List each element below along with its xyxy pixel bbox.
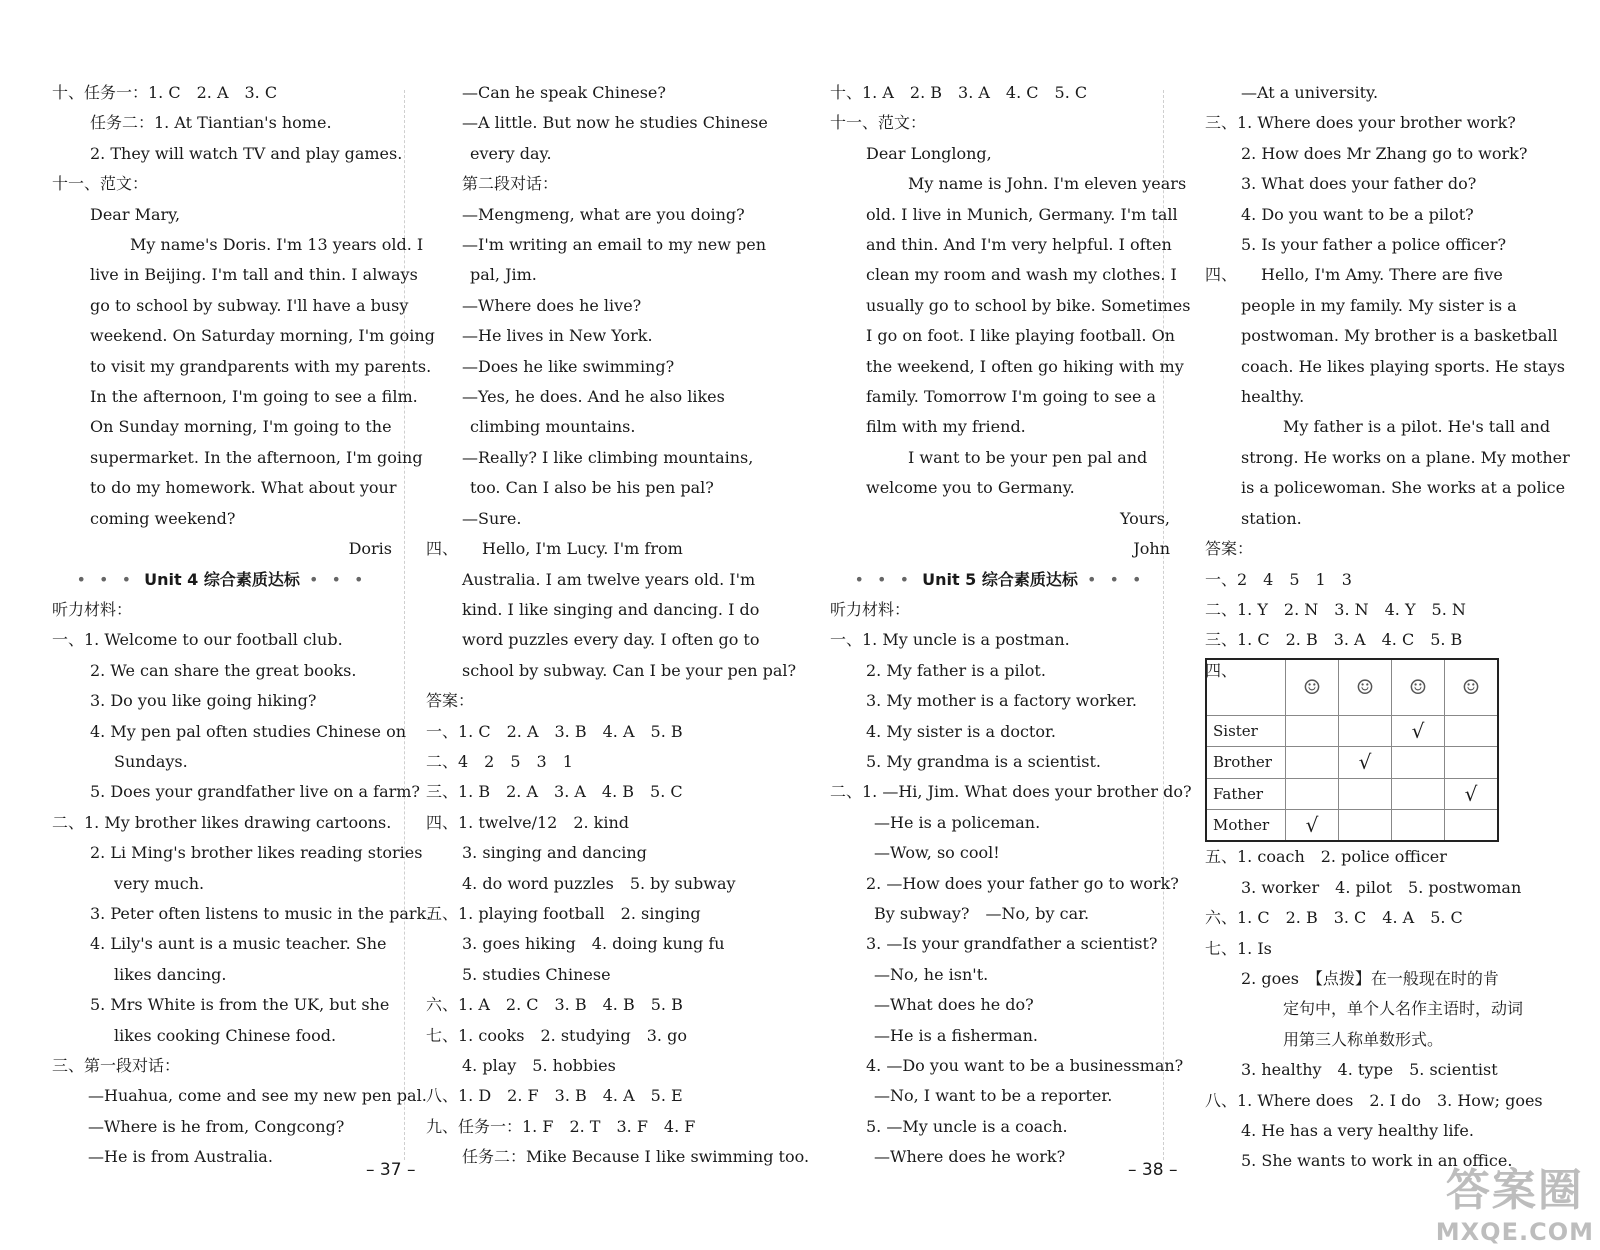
heading-dots: • • • <box>854 569 923 589</box>
text-line: 5. Is your father a police officer? <box>1241 235 1507 255</box>
row-name: Sister <box>1206 715 1286 746</box>
text-line: 3. worker 4. pilot 5. postwoman <box>1241 877 1522 897</box>
text-line: —Can he speak Chinese? <box>462 83 666 102</box>
text-line: Dear Mary, <box>90 204 181 224</box>
text-line: —Sure. <box>462 508 522 528</box>
text-line: every day. <box>470 143 552 163</box>
text-line: to visit my grandparents with my parents. <box>90 356 432 376</box>
table-row <box>1206 715 1498 746</box>
text-line: —No, he isn't. <box>874 964 989 984</box>
text-line: 4. Do you want to be a pilot? <box>1241 204 1474 224</box>
text-line: —I'm writing an email to my new pen <box>462 235 767 255</box>
column-4 <box>1205 78 1570 1177</box>
text-line: go to school by subway. I'll have a busy <box>90 295 409 315</box>
text-line: Doris <box>348 539 392 559</box>
text-line: 五、1. playing football 2. singing <box>426 903 701 923</box>
text-line: 2. How does Mr Zhang go to work? <box>1241 143 1528 163</box>
column-3 <box>830 78 1192 1173</box>
check-cell <box>1392 747 1445 778</box>
watermark-line2: MXQE.COM <box>1435 1218 1594 1246</box>
text-line: 五、1. coach 2. police officer <box>1205 847 1447 867</box>
text-line: Dear Longlong, <box>866 143 992 163</box>
text-line: 2. They will watch TV and play games. <box>90 143 403 163</box>
text-line: —Where is he from, Congcong? <box>88 1116 345 1136</box>
text-line: 3. My mother is a factory worker. <box>866 691 1138 711</box>
text-line: 七、1. cooks 2. studying 3. go <box>426 1025 687 1045</box>
text-line: —Does he like swimming? <box>462 356 675 376</box>
text-line: —Mengmeng, what are you doing? <box>462 204 745 224</box>
text-line: 4. play 5. hobbies <box>462 1056 616 1075</box>
column-2 <box>426 78 810 1173</box>
text-line: 任务二：Mike Because I like swimming too. <box>462 1147 810 1167</box>
text-line: 四、 Hello, I'm Lucy. I'm from <box>426 539 683 559</box>
check-cell <box>1445 715 1499 746</box>
text-line: 八、1. D 2. F 3. B 4. A 5. E <box>426 1086 683 1106</box>
text-line: 三、1. B 2. A 3. A 4. B 5. C <box>426 782 683 802</box>
text-line: 2. goes 【点拨】在一般现在时的肯 <box>1241 968 1499 988</box>
page-number-left: – 37 – <box>366 1160 416 1180</box>
watermark-logo <box>1436 1154 1594 1246</box>
text-line: likes cooking Chinese food. <box>114 1025 337 1045</box>
text-line: 二、1. My brother likes drawing cartoons. <box>52 812 392 832</box>
text-line: 4. Lily's aunt is a music teacher. She <box>90 934 387 954</box>
text-line: 2. We can share the great books. <box>90 660 357 680</box>
text-line: 2. —How does your father go to work? <box>866 873 1179 893</box>
text-line: John <box>1133 539 1170 559</box>
text-line: welcome you to Germany. <box>866 478 1075 498</box>
text-line: 七、1. Is <box>1205 938 1272 958</box>
answer-table <box>1205 658 1499 843</box>
text-line: clean my room and wash my clothes. I <box>866 265 1177 285</box>
text-line: 4. My sister is a doctor. <box>866 721 1056 741</box>
text-line: 4. My pen pal often studies Chinese on <box>90 721 406 741</box>
text-line: 3. —Is your grandfather a scientist? <box>866 934 1158 954</box>
text-line: school by subway. Can I be your pen pal? <box>462 660 797 680</box>
text-line: Yours, <box>1119 508 1170 528</box>
text-line: 3. goes hiking 4. doing kung fu <box>462 934 725 954</box>
text-line: 三、1. C 2. B 3. A 4. C 5. B <box>1205 630 1463 650</box>
check-cell <box>1392 778 1445 809</box>
text-line: 三、第一段对话： <box>52 1056 181 1075</box>
text-line: 听力材料： <box>52 599 133 619</box>
watermark-line1: 答案圈 <box>1445 1165 1584 1216</box>
section-heading <box>830 565 1170 595</box>
text-line: and thin. And I'm very helpful. I often <box>866 235 1172 255</box>
text-line: supermarket. In the afternoon, I'm going <box>90 447 423 467</box>
text-line: postwoman. My brother is a basketball <box>1241 326 1558 346</box>
text-line: 答案： <box>426 691 475 711</box>
heading-text: Unit 5 综合素质达标 <box>922 569 1078 589</box>
text-line: —He is from Australia. <box>88 1147 273 1167</box>
text-line: 二、4 2 5 3 1 <box>426 751 573 771</box>
table-row <box>1206 747 1498 778</box>
text-line: 十一、范文： <box>830 113 927 133</box>
text-line: —He lives in New York. <box>462 326 653 346</box>
text-line: 九、任务一：1. F 2. T 3. F 4. F <box>426 1116 696 1136</box>
text-line: coming weekend? <box>90 508 236 528</box>
text-line: is a policewoman. She works at a police <box>1241 478 1566 498</box>
text-line: 5. studies Chinese <box>462 964 611 984</box>
answer-table-row: 四、 ☺ ☺ ☺ ☺ Sister √ Brother √ Father √ Mother √ <box>1205 656 1550 843</box>
text-line: —What does he do? <box>874 995 1034 1015</box>
heading-dots: • • • <box>1077 569 1146 589</box>
text-line: 第二段对话： <box>462 174 559 194</box>
check-cell: √ <box>1445 778 1499 809</box>
check-cell <box>1286 778 1339 809</box>
text-line: —Wow, so cool! <box>874 843 1000 863</box>
row-name: Father <box>1206 778 1286 809</box>
text-line: 听力材料： <box>830 599 911 619</box>
text-line: —A little. But now he studies Chinese <box>462 113 768 133</box>
text-line: —Where does he live? <box>462 295 642 315</box>
text-line: 3. What does your father do? <box>1241 174 1477 194</box>
text-line: My name's Doris. I'm 13 years old. I <box>130 235 424 255</box>
figure-icon: ☺ <box>1445 659 1499 716</box>
text-line: live in Beijing. I'm tall and thin. I always <box>90 265 418 285</box>
text-line: 4. do word puzzles 5. by subway <box>462 873 736 893</box>
text-line: 十、任务一：1. C 2. A 3. C <box>52 83 278 102</box>
text-line: 八、1. Where does 2. I do 3. How; goes <box>1205 1090 1543 1110</box>
text-line: coach. He likes playing sports. He stays <box>1241 356 1565 376</box>
heading-dots: • • • <box>76 569 145 589</box>
text-line: 5. My grandma is a scientist. <box>866 751 1102 771</box>
text-line: My father is a pilot. He's tall and <box>1283 417 1551 437</box>
text-line: 十、1. A 2. B 3. A 4. C 5. C <box>830 83 1088 102</box>
text-line: By subway? —No, by car. <box>874 903 1090 923</box>
text-line: film with my friend. <box>866 417 1026 437</box>
text-line: word puzzles every day. I often go to <box>462 630 760 650</box>
text-line: 3. Do you like going hiking? <box>90 691 317 711</box>
figure-icon: ☺ <box>1392 659 1445 716</box>
text-line: station. <box>1241 508 1302 528</box>
text-line: 5. She wants to work in an office. <box>1241 1151 1513 1171</box>
text-line: 答案： <box>1205 539 1254 559</box>
row-name: Brother <box>1206 747 1286 778</box>
section-heading <box>52 565 392 595</box>
check-cell <box>1339 778 1392 809</box>
text-line: weekend. On Saturday morning, I'm going <box>90 326 435 346</box>
text-line: —Really? I like climbing mountains, <box>462 447 754 467</box>
text-line: 二、1. Y 2. N 3. N 4. Y 5. N <box>1205 599 1466 619</box>
heading-dots: • • • <box>299 569 368 589</box>
text-line: 四、 Hello, I'm Amy. There are five <box>1205 265 1503 285</box>
text-line: likes dancing. <box>114 964 227 984</box>
text-line: 3. Peter often listens to music in the park. <box>90 903 432 923</box>
text-line: —Where does he work? <box>874 1147 1066 1167</box>
text-line: strong. He works on a plane. My mother <box>1241 447 1570 467</box>
text-line: 三、1. Where does your brother work? <box>1205 113 1516 133</box>
text-line: very much. <box>114 873 205 893</box>
text-line: 用第三人称单数形式。 <box>1283 1029 1444 1049</box>
text-line: —He is a fisherman. <box>874 1025 1038 1045</box>
text-line: 十一、范文： <box>52 174 149 194</box>
check-cell: √ <box>1286 809 1339 841</box>
text-line: the weekend, I often go hiking with my <box>866 356 1184 376</box>
text-line: usually go to school by bike. Sometimes <box>866 295 1191 315</box>
text-line: kind. I like singing and dancing. I do <box>462 599 760 619</box>
text-line: 4. He has a very healthy life. <box>1241 1121 1474 1140</box>
heading-text: Unit 4 综合素质达标 <box>144 569 300 589</box>
text-line: 六、1. C 2. B 3. C 4. A 5. C <box>1205 908 1463 928</box>
text-line: —Yes, he does. And he also likes <box>462 387 725 407</box>
text-line: Australia. I am twelve years old. I'm <box>462 569 756 589</box>
text-line: old. I live in Munich, Germany. I'm tall <box>866 204 1178 224</box>
check-cell <box>1339 809 1392 841</box>
text-line: healthy. <box>1241 387 1305 407</box>
text-line: 二、1. —Hi, Jim. What does your brother do? <box>830 782 1192 802</box>
figure-icon: ☺ <box>1339 659 1392 716</box>
text-line: 任务二：1. At Tiantian's home. <box>90 113 332 133</box>
text-line: to do my homework. What about your <box>90 478 397 498</box>
text-line: 一、2 4 5 1 3 <box>1205 569 1352 589</box>
check-cell <box>1445 747 1499 778</box>
text-line: 2. Li Ming's brother likes reading stories <box>90 843 423 863</box>
text-line: 一、1. Welcome to our football club. <box>52 630 343 650</box>
text-line: Sundays. <box>114 751 188 771</box>
figure-icon: ☺ <box>1286 659 1339 716</box>
text-line: too. Can I also be his pen pal? <box>470 478 714 498</box>
text-line: On Sunday morning, I'm going to the <box>90 417 392 437</box>
text-line: I go on foot. I like playing football. On <box>866 326 1175 346</box>
check-cell: √ <box>1392 715 1445 746</box>
check-cell <box>1339 715 1392 746</box>
check-cell: √ <box>1339 747 1392 778</box>
text-line: I want to be your pen pal and <box>908 447 1148 467</box>
page-number-right: – 38 – <box>1128 1160 1178 1180</box>
text-line: In the afternoon, I'm going to see a film. <box>90 387 418 407</box>
text-line: My name is John. I'm eleven years <box>908 174 1187 194</box>
row-name: Mother <box>1206 809 1286 841</box>
text-line: 5. Mrs White is from the UK, but she <box>90 995 390 1015</box>
check-cell <box>1445 809 1499 841</box>
table-row <box>1206 778 1498 809</box>
text-line: 四、1. twelve/12 2. kind <box>426 812 630 832</box>
check-cell <box>1392 809 1445 841</box>
check-cell <box>1286 747 1339 778</box>
text-line: —Huahua, come and see my new pen pal. <box>88 1086 427 1106</box>
text-line: 5. Does your grandfather live on a farm? <box>90 782 420 802</box>
text-line: pal, Jim. <box>470 265 537 285</box>
check-cell <box>1286 715 1339 746</box>
table-row <box>1206 809 1498 841</box>
table-figures-row <box>1206 659 1498 716</box>
text-line: —No, I want to be a reporter. <box>874 1086 1113 1106</box>
text-line: people in my family. My sister is a <box>1241 295 1517 315</box>
text-line: 一、1. C 2. A 3. B 4. A 5. B <box>426 721 683 741</box>
text-line: 3. healthy 4. type 5. scientist <box>1241 1060 1498 1080</box>
text-line: 5. —My uncle is a coach. <box>866 1116 1068 1136</box>
text-line: 定句中，单个人名作主语时，动词 <box>1283 999 1524 1019</box>
text-line: 一、1. My uncle is a postman. <box>830 630 1070 650</box>
text-line: —At a university. <box>1241 83 1379 102</box>
text-line: 3. singing and dancing <box>462 843 647 863</box>
text-line: 六、1. A 2. C 3. B 4. B 5. B <box>426 995 683 1015</box>
text-line: climbing mountains. <box>470 417 636 437</box>
text-line: 2. My father is a pilot. <box>866 660 1046 680</box>
text-line: —He is a policeman. <box>874 812 1041 832</box>
text-line: family. Tomorrow I'm going to see a <box>866 387 1157 407</box>
text-line: 4. —Do you want to be a businessman? <box>866 1056 1184 1075</box>
